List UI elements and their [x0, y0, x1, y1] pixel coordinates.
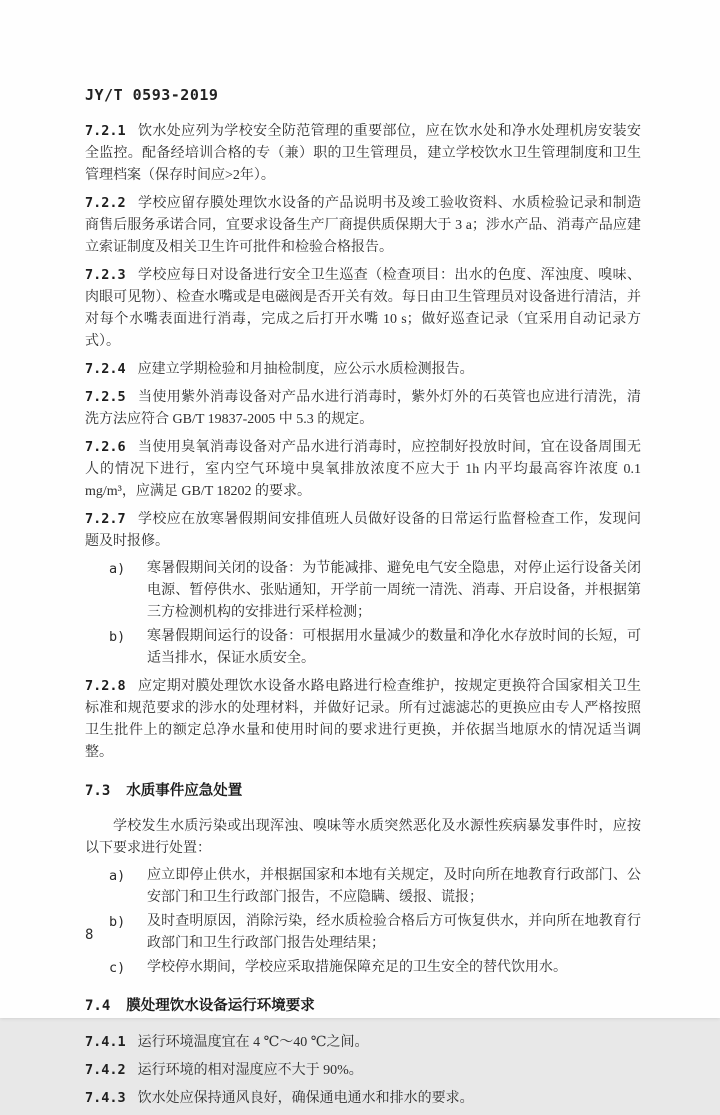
- list-item-label: b): [109, 914, 126, 930]
- clause-number: 7.2.7: [85, 511, 126, 527]
- page-content: [85, 84, 641, 1115]
- list-item-label: c): [109, 960, 126, 976]
- clause-number: 7.2.3: [85, 267, 126, 283]
- list-item-label: a): [109, 868, 126, 884]
- standard-code-header: JY/T 0593-2019: [85, 86, 219, 104]
- clause-7-2-4: [85, 358, 641, 381]
- list-item-label: b): [109, 629, 126, 645]
- clause-7-2-8: [85, 675, 641, 764]
- list-item-text: 寒暑假期间运行的设备：可根据用水量减少的数量和净化水存放时间的长短，可适当排水，保证水质安全。: [147, 629, 641, 666]
- clause-7-2-2: [85, 192, 641, 259]
- clause-number: 7.2.4: [85, 361, 126, 377]
- list-item-b: [85, 626, 641, 670]
- clause-number: 7.4.3: [85, 1090, 126, 1106]
- list-item-c: [85, 957, 641, 979]
- section-number: 7.4: [85, 998, 111, 1014]
- section-heading-7-4: [85, 995, 641, 1017]
- clause-7-2-7-list: [85, 558, 641, 670]
- clause-text: 学校应在放寒暑假期间安排值班人员做好设备的日常运行监督检查工作，发现问题及时报修。: [85, 512, 641, 549]
- section-heading-7-3: [85, 780, 641, 802]
- clause-number: 7.2.6: [85, 439, 126, 455]
- clause-text: 应建立学期检验和月抽检制度，应公示水质检测报告。: [137, 362, 474, 377]
- clause-text: 当使用臭氧消毒设备对产品水进行消毒时，应控制好投放时间，宜在设备周围无人的情况下进行，室内空气环境中臭氧排放浓度不应大于 1h 内平均最高容许浓度 0.1 mg/m³，应满足 GB/T 18202 的要求。: [85, 440, 641, 499]
- list-item-a: [85, 865, 641, 909]
- clause-text: 饮水处应保持通风良好，确保通电通水和排水的要求。: [137, 1091, 474, 1106]
- section-7-3-intro: 学校发生水质污染或出现浑浊、嗅味等水质突然恶化及水源性疾病暴发事件时，应按以下要求进行处置：: [85, 819, 641, 856]
- clause-text: 运行环境温度宜在 4 ℃～40 ℃之间。: [137, 1035, 369, 1050]
- clause-7-2-3: [85, 264, 641, 353]
- clause-number: 7.2.5: [85, 389, 126, 405]
- clause-7-2-5: [85, 386, 641, 431]
- clause-text: 学校应每日对设备进行安全卫生巡查（检查项目：出水的色度、浑浊度、嗅味、肉眼可见物）、检查水嘴或是电磁阀是否开关有效。每日由卫生管理员对设备进行清洁，并对每个水嘴表面进行消毒，完成之后打开水嘴 10 s；做好巡查记录（宜采用自动记录方式）。: [85, 268, 641, 349]
- section-7-3-list: [85, 865, 641, 979]
- clause-text: 学校应留存膜处理饮水设备的产品说明书及竣工验收资料、水质检验记录和制造商售后服务承诺合同，宜要求设备生产厂商提供质保期大于 3 a；涉水产品、消毒产品应建立索证制度及相关卫生许可批件和检验合格报告。: [85, 196, 641, 255]
- clause-number: 7.2.1: [85, 123, 126, 139]
- section-title: 水质事件应急处置: [126, 783, 243, 799]
- page-number: 8: [85, 927, 94, 943]
- list-item-text: 学校停水期间，学校应采取措施保障充足的卫生安全的替代饮用水。: [147, 960, 567, 975]
- clause-7-2-7: [85, 508, 641, 553]
- clause-text: 运行环境的相对湿度应不大于 90%。: [137, 1063, 363, 1078]
- clause-7-4-1: [85, 1031, 641, 1054]
- section-title: 膜处理饮水设备运行环境要求: [126, 998, 315, 1014]
- clause-7-4-2: [85, 1059, 641, 1082]
- clause-7-2-1: [85, 120, 641, 187]
- list-item-text: 寒暑假期间关闭的设备：为节能减排、避免电气安全隐患，对停止运行设备关闭电源、暂停供水、张贴通知，开学前一周统一清洗、消毒、开启设备，并根据第三方检测机构的安排进行采样检测；: [147, 561, 641, 620]
- clause-number: 7.2.8: [85, 678, 126, 694]
- clause-text: 当使用紫外消毒设备对产品水进行消毒时，紫外灯外的石英管也应进行清洗，清洗方法应符合 GB/T 19837-2005 中 5.3 的规定。: [85, 390, 641, 427]
- clause-number: 7.4.1: [85, 1034, 126, 1050]
- list-item-a: [85, 558, 641, 624]
- clause-number: 7.4.2: [85, 1062, 126, 1078]
- list-item-b: [85, 911, 641, 955]
- clause-7-2-6: [85, 436, 641, 503]
- clause-7-4-3: [85, 1087, 641, 1110]
- list-item-text: 及时查明原因，消除污染，经水质检验合格后方可恢复供水，并向所在地教育行政部门和卫生行政部门报告处理结果；: [147, 914, 641, 951]
- list-item-text: 应立即停止供水，并根据国家和本地有关规定，及时向所在地教育行政部门、公安部门和卫生行政部门报告，不应隐瞒、缓报、谎报；: [147, 868, 641, 905]
- clause-text: 应定期对膜处理饮水设备水路电路进行检查维护，按规定更换符合国家相关卫生标准和规范要求的涉水的处理材料，并做好记录。所有过滤滤芯的更换应由专人严格按照卫生批件上的额定总净水量和使用时间的要求进行更换，并依据当地原水的情况适当调整。: [85, 679, 641, 760]
- clause-number: 7.2.2: [85, 195, 126, 211]
- clause-text: 饮水处应列为学校安全防范管理的重要部位，应在饮水处和净水处理机房安装安全监控。配备经培训合格的专（兼）职的卫生管理员，建立学校饮水卫生管理制度和卫生管理档案（保存时间应>2年）。: [85, 124, 641, 183]
- list-item-label: a): [109, 561, 126, 577]
- section-number: 7.3: [85, 783, 111, 799]
